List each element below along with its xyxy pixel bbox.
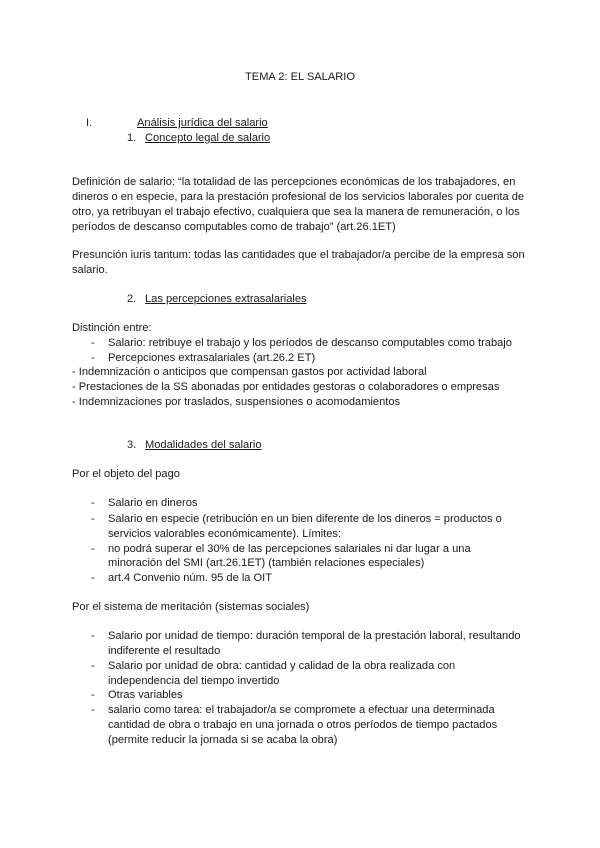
dash-marker: - bbox=[91, 572, 95, 584]
subsection-number: 1. bbox=[127, 132, 137, 144]
list-item-continuation: minoración del SMI (art.26.1ET) (también relaciones especiales) bbox=[108, 557, 425, 569]
list-item-continuation: indiferente el resultado bbox=[108, 645, 221, 657]
list-item-continuation: cantidad de obra o trabajo en una jornada o otros períodos de tiempo pactados bbox=[108, 719, 498, 731]
distincion-intro: Distinción entre: bbox=[72, 322, 152, 334]
list-item: no podrá superar el 30% de las percepciones salariales ni dar lugar a una bbox=[108, 543, 471, 555]
list-item-continuation: independencia del tiempo invertido bbox=[108, 675, 280, 687]
list-item: Salario por unidad de obra: cantidad y calidad de la obra realizada con bbox=[108, 660, 456, 672]
dash-marker: - bbox=[91, 352, 95, 364]
dash-marker: - bbox=[91, 497, 95, 509]
definition-line: períodos de descanso computables como de trabajo” (art.26.1ET) bbox=[72, 221, 396, 233]
subsection-heading-concepto: Concepto legal de salario bbox=[145, 132, 271, 144]
list-item: - Prestaciones de la SS abonadas por entidades gestoras o colaboradores o empresas bbox=[72, 381, 500, 393]
dash-marker: - bbox=[91, 543, 95, 555]
list-item: Salario en especie (retribución en un bien diferente de los dineros = productos o bbox=[108, 513, 502, 525]
list-item-continuation: servicios valorables económicamente). Límites: bbox=[108, 528, 342, 540]
definition-line: otro, ya retribuyan el trabajo efectivo, cualquiera que sea la manera de remuneración, o los bbox=[72, 206, 520, 218]
dash-marker: - bbox=[91, 337, 95, 349]
dash-marker: - bbox=[91, 689, 95, 701]
page-title: TEMA 2: EL SALARIO bbox=[245, 71, 355, 83]
objeto-heading: Por el objeto del pago bbox=[72, 468, 180, 480]
list-item: Percepciones extrasalariales (art.26.2 ET) bbox=[108, 352, 316, 364]
list-item: salario como tarea: el trabajador/a se compromete a efectuar una determinada bbox=[108, 704, 495, 716]
presuncion-line: salario. bbox=[72, 264, 108, 276]
list-item: - Indemnización o anticipos que compensan gastos por actividad laboral bbox=[72, 366, 427, 378]
definition-line: dineros o en especie, para la prestación profesional de los servicios laborales por cuenta de bbox=[72, 191, 525, 203]
presuncion-line: Presunción iuris tantum: todas las cantidades que el trabajador/a percibe de la empresa son bbox=[72, 249, 525, 261]
subsection-number: 2. bbox=[127, 293, 137, 305]
list-item-continuation: (permite reducir la jornada si se acaba la obra) bbox=[108, 734, 338, 746]
list-item: Salario por unidad de tiempo: duración temporal de la prestación laboral, resultando bbox=[108, 630, 521, 642]
definition-line: Definición de salario: “la totalidad de las percepciones económicas de los trabajadores, en bbox=[72, 176, 516, 188]
dash-marker: - bbox=[91, 513, 95, 525]
list-item: Otras variables bbox=[108, 689, 183, 701]
list-item: Salario: retribuye el trabajo y los períodos de descanso computables como trabajo bbox=[108, 337, 512, 349]
section-heading: Análisis jurídica del salario bbox=[137, 117, 268, 129]
list-item: - Indemnizaciones por traslados, suspensiones o acomodamientos bbox=[72, 396, 401, 408]
dash-marker: - bbox=[91, 630, 95, 642]
dash-marker: - bbox=[91, 704, 95, 716]
subsection-heading-percepciones: Las percepciones extrasalariales bbox=[145, 293, 307, 305]
list-item: Salario en dineros bbox=[108, 497, 198, 509]
subsection-number: 3. bbox=[127, 439, 137, 451]
subsection-heading-modalidades: Modalidades del salario bbox=[145, 439, 262, 451]
list-item: art.4 Convenio núm. 95 de la OIT bbox=[108, 572, 273, 584]
sistema-heading: Por el sistema de meritación (sistemas sociales) bbox=[72, 601, 310, 613]
dash-marker: - bbox=[91, 660, 95, 672]
section-numeral: I. bbox=[86, 117, 93, 129]
